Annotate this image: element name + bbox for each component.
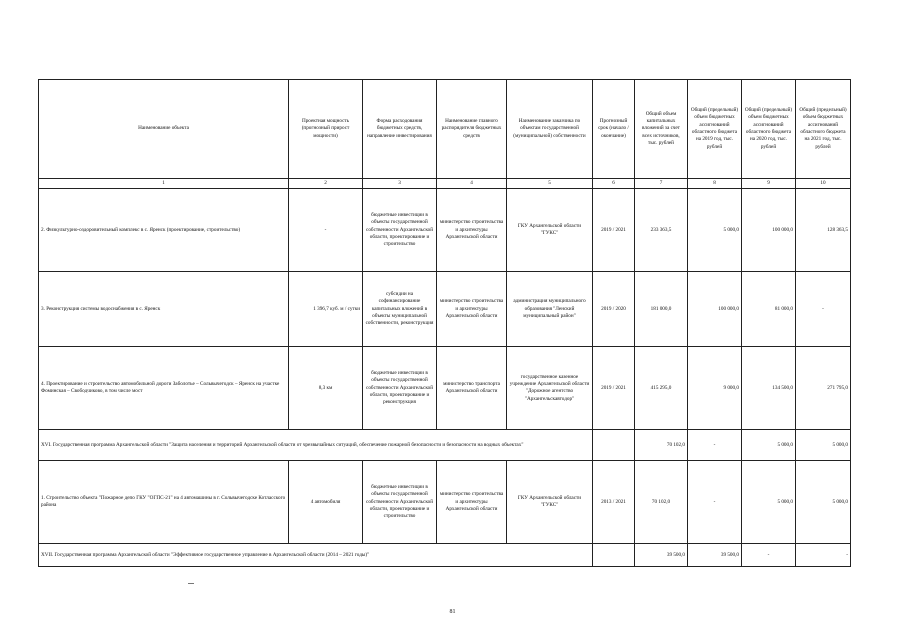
column-number: 4: [437, 179, 507, 189]
spending-form: бюджетные инвестиции в объекты государственной собственности Архангельской области, проектирование и реконструкция: [363, 347, 437, 430]
section-2019: 39 500,0: [688, 544, 742, 567]
object-name: 2. Физкультурно-оздоровительный комплекс в с. Яренск (проектирование, строительство): [39, 189, 289, 272]
section-2021: 5 000,0: [796, 430, 851, 461]
allocation-2021: 5 000,0: [796, 461, 851, 544]
header-cell: Проектная мощность (прогнозный прирост мощности): [289, 80, 363, 179]
allocation-2019: 100 000,0: [688, 272, 742, 347]
table-row: [39, 347, 851, 430]
allocation-2021: -: [796, 272, 851, 347]
total-investment: 181 000,0: [635, 272, 688, 347]
capacity: 4 автомобиля: [289, 461, 363, 544]
period: 2019 / 2021: [593, 347, 635, 430]
capacity: 8,3 км: [289, 347, 363, 430]
section-2021: -: [796, 544, 851, 567]
header-cell: Прогнозный срок (начало / окончание): [593, 80, 635, 179]
total-investment: 70 102,0: [635, 461, 688, 544]
table-row: [39, 189, 851, 272]
section-total: 70 102,0: [635, 430, 688, 461]
column-number: 3: [363, 179, 437, 189]
period: 2019 / 2021: [593, 189, 635, 272]
table-header-row: [39, 80, 851, 179]
section-row: [39, 430, 851, 461]
allocation-2021: 271 795,0: [796, 347, 851, 430]
customer: государственное казенное учреждение Архангельской области "Дорожное агентство "Архангельскавтодор": [507, 347, 593, 430]
object-name: 4. Проектирование и строительство автомобильной дороги Заболотье – Сольвычегодск – Яренск на участке Фоминская – Свободчиково, в том числе мост: [39, 347, 289, 430]
column-number: 10: [796, 179, 851, 189]
column-number: 8: [688, 179, 742, 189]
section-title: XVII. Государственная программа Архангельской области "Эффективное государственное управление в Архангельской области (2014 – 2021 годы)": [39, 544, 593, 567]
margin-mark: [188, 583, 194, 584]
column-number: 1: [39, 179, 289, 189]
header-cell: Наименование главного распорядителя бюджетных средств: [437, 80, 507, 179]
column-number: 9: [742, 179, 796, 189]
total-investment: 233 363,5: [635, 189, 688, 272]
allocation-2021: 128 363,5: [796, 189, 851, 272]
budget-manager: министерство строительства и архитектуры Архангельской области: [437, 272, 507, 347]
customer: администрация муниципального образования "Ленский муниципальный район": [507, 272, 593, 347]
allocation-2019: 5 000,0: [688, 189, 742, 272]
allocation-2019: 9 000,0: [688, 347, 742, 430]
section-2019: -: [688, 430, 742, 461]
object-name: 1. Строительство объекта "Пожарное депо ГКУ "ОГПС-21" на 4 автомашины в г. Сольвычегодске Котласского района: [39, 461, 289, 544]
header-cell: Форма расходования бюджетных средств, направление инвестирования: [363, 80, 437, 179]
column-number: 5: [507, 179, 593, 189]
spending-form: бюджетные инвестиции в объекты государственной собственности Архангельской области, проектирование и строительство: [363, 189, 437, 272]
period: 2013 / 2021: [593, 461, 635, 544]
spending-form: субсидии на софинансирование капитальных вложений в объекты муниципальной собственности, реконструкция: [363, 272, 437, 347]
total-investment: 415 295,0: [635, 347, 688, 430]
header-cell: Наименование объекта: [39, 80, 289, 179]
allocation-2019: -: [688, 461, 742, 544]
column-number: 2: [289, 179, 363, 189]
section-row: [39, 544, 851, 567]
empty-cell: [593, 544, 635, 567]
allocation-2020: 100 000,0: [742, 189, 796, 272]
period: 2019 / 2020: [593, 272, 635, 347]
header-cell: Наименование заказчика по объектам государственной (муниципальной) собственности: [507, 80, 593, 179]
section-2020: -: [742, 544, 796, 567]
header-cell: Общий (предельный) объем бюджетных ассигнований областного бюджета на 2019 год, тыс. рублей: [688, 80, 742, 179]
budget-manager: министерство строительства и архитектуры Архангельской области: [437, 189, 507, 272]
table-row: [39, 461, 851, 544]
header-cell: Общий (предельный) объем бюджетных ассигнований областного бюджета на 2020 год, тыс. рублей: [742, 80, 796, 179]
budget-manager: министерство транспорта Архангельской области: [437, 347, 507, 430]
column-number-row: [39, 179, 851, 189]
empty-cell: [593, 430, 635, 461]
object-name: 3. Реконструкция системы водоснабжения в с. Яренск: [39, 272, 289, 347]
page-number: 81: [449, 609, 456, 615]
investment-table: [38, 79, 851, 567]
customer: ГКУ Архангельской области "ГУКС": [507, 461, 593, 544]
column-number: 7: [635, 179, 688, 189]
header-cell: Общий (предельный) объем бюджетных ассигнований областного бюджета на 2021 год, тыс. рублей: [796, 80, 851, 179]
column-number: 6: [593, 179, 635, 189]
spending-form: бюджетные инвестиции в объекты государственной собственности Архангельской области, проектирование и строительство: [363, 461, 437, 544]
capacity: 1 396,7 куб. м / сутки: [289, 272, 363, 347]
allocation-2020: 81 000,0: [742, 272, 796, 347]
allocation-2020: 5 000,0: [742, 461, 796, 544]
section-total: 39 500,0: [635, 544, 688, 567]
budget-manager: министерство строительства и архитектуры Архангельской области: [437, 461, 507, 544]
capacity: -: [289, 189, 363, 272]
section-2020: 5 000,0: [742, 430, 796, 461]
customer: ГКУ Архангельской области "ГУКС": [507, 189, 593, 272]
table-row: [39, 272, 851, 347]
header-cell: Общий объем капитальных вложений за счет всех источников, тыс. рублей: [635, 80, 688, 179]
allocation-2020: 134 500,0: [742, 347, 796, 430]
section-title: XVI. Государственная программа Архангельской области "Защита населения и территорий Архангельской области от чрезвычайных ситуаций, обеспечение пожарной безопасности и безопасности на водных объектах": [39, 430, 593, 461]
